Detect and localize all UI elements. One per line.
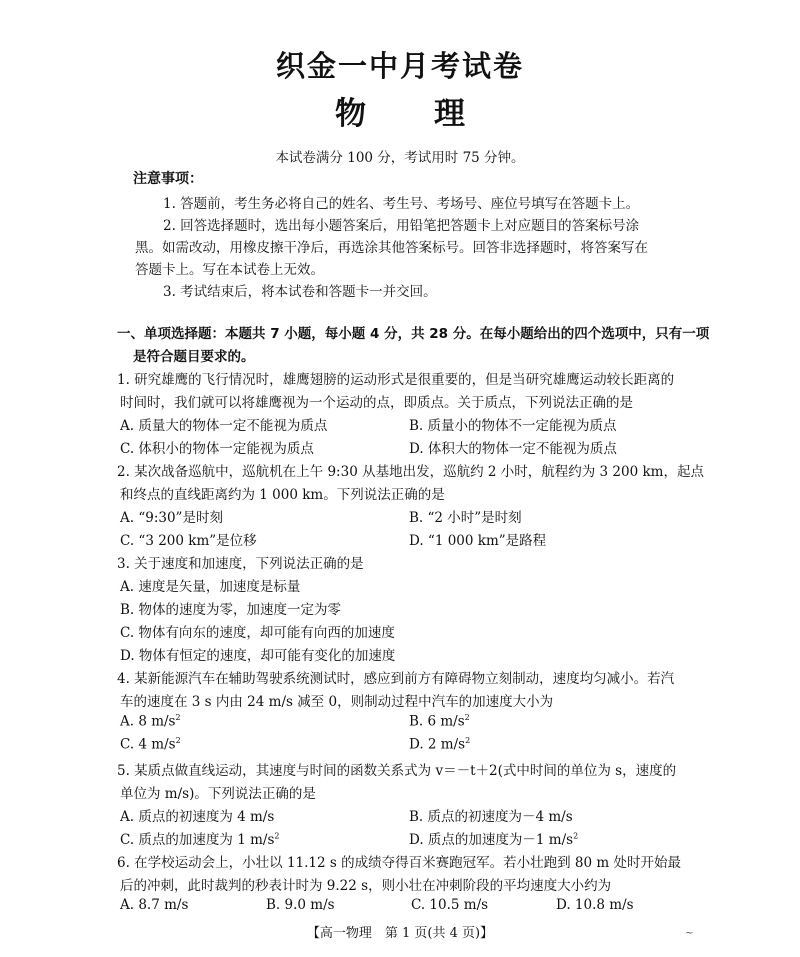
- q4-option-d-text: D. 2 m/s: [409, 736, 466, 753]
- q4-option-a: [120, 713, 181, 730]
- corner-mark: ~: [685, 928, 694, 939]
- q4-option-a-text: A. 8 m/s: [120, 713, 176, 730]
- notice-line: 2. 回答选择题时，选出每小题答案后，用铅笔把答题卡上对应题目的答案标号涂: [163, 218, 640, 234]
- section-heading-cont: 是符合题目要求的。: [133, 349, 255, 365]
- q6-option-b: B. 9.0 m/s: [266, 897, 335, 913]
- q4-option-c: [120, 736, 181, 753]
- question-6-text: 6. 在学校运动会上，小壮以 11.12 s 的成绩夺得百米赛跑冠军。若小壮跑到 80 m 处时开始最: [117, 855, 681, 871]
- q3-option-d: D. 物体有恒定的速度，却可能有变化的加速度: [120, 648, 396, 664]
- q5-option-d-text: D. 质点的加速度为－1 m/s: [409, 832, 574, 848]
- unit-exponent: 2: [464, 713, 470, 722]
- q3-option-c: C. 物体有向东的速度，却可能有向西的加速度: [120, 625, 395, 641]
- question-5-text-cont: 单位为 m/s)。下列说法正确的是: [120, 786, 316, 802]
- q4-option-c-text: C. 4 m/s: [120, 736, 176, 753]
- unit-exponent: 2: [274, 831, 280, 841]
- q1-option-b: B. 质量小的物体不一定能视为质点: [409, 418, 617, 434]
- q1-option-c: C. 体积小的物体一定能视为质点: [120, 441, 314, 457]
- question-1-text-cont: 时间时，我们就可以将雄鹰视为一个运动的点，即质点。关于质点，下列说法正确的是: [120, 395, 633, 411]
- q1-option-d: D. 体积大的物体一定不能视为质点: [409, 441, 617, 457]
- unit-exponent: 2: [573, 831, 579, 841]
- q5-option-d: [409, 828, 578, 848]
- exam-title: 织金一中月考试卷: [275, 49, 524, 83]
- q5-option-a: A. 质点的初速度为 4 m/s: [120, 809, 275, 825]
- q2-option-b: B. “2 小时”是时刻: [409, 510, 522, 526]
- page-footer: 【高一物理 第 1 页(共 4 页)】: [306, 926, 494, 941]
- q1-option-a: A. 质量大的物体一定不能视为质点: [120, 418, 328, 434]
- question-3-text: 3. 关于速度和加速度，下列说法正确的是: [117, 556, 364, 572]
- q6-option-c: C. 10.5 m/s: [411, 897, 489, 913]
- exam-info: 本试卷满分 100 分，考试用时 75 分钟。: [275, 150, 525, 166]
- notice-line: 黑。如需改动，用橡皮擦干净后，再选涂其他答案标号。回答非选择题时，将答案写在: [135, 240, 648, 256]
- unit-exponent: 2: [175, 736, 181, 745]
- question-4-text: 4. 某新能源汽车在辅助驾驶系统测试时，感应到前方有障碍物立刻制动，速度均匀减小。若汽: [117, 671, 675, 687]
- q2-option-d: D. “1 000 km”是路程: [409, 533, 547, 549]
- q4-option-b-text: B. 6 m/s: [409, 713, 465, 730]
- section-heading: 一、单项选择题：本题共 7 小题，每小题 4 分，共 28 分。在每小题给出的四个选项中，只有一项: [117, 326, 710, 342]
- notice-line: 3. 考试结束后，将本试卷和答题卡一并交回。: [163, 284, 437, 300]
- q3-option-a: A. 速度是矢量，加速度是标量: [120, 579, 301, 595]
- subject-char-1: 物: [335, 96, 366, 132]
- q2-option-a: A. “9:30”是时刻: [120, 510, 223, 526]
- q6-option-a: A. 8.7 m/s: [120, 897, 189, 913]
- q3-option-b: B. 物体的速度为零，加速度一定为零: [120, 602, 342, 618]
- question-5-text: 5. 某质点做直线运动，其速度与时间的函数关系式为 v＝－t＋2(式中时间的单位为 s，速度的: [117, 763, 677, 779]
- q6-option-d: D. 10.8 m/s: [556, 897, 634, 913]
- notice-title: 注意事项：: [133, 171, 203, 187]
- subject-char-2: 理: [434, 96, 465, 132]
- q4-option-b: [409, 713, 470, 730]
- notice-line: 1. 答题前，考生务必将自己的姓名、考生号、考场号、座位号填写在答题卡上。: [163, 196, 640, 212]
- q4-option-d: [409, 736, 470, 753]
- question-4-text-cont: 车的速度在 3 s 内由 24 m/s 减至 0，则制动过程中汽车的加速度大小为: [120, 694, 554, 710]
- question-6-text-cont: 后的冲刺，此时裁判的秒表计时为 9.22 s，则小壮在冲刺阶段的平均速度大小约为: [120, 878, 612, 894]
- question-2-text-cont: 和终点的直线距离约为 1 000 km。下列说法正确的是: [120, 487, 445, 503]
- q5-option-b: B. 质点的初速度为－4 m/s: [409, 809, 573, 825]
- question-2-text: 2. 某次战备巡航中，巡航机在上午 9:30 从基地出发，巡航约 2 小时，航程约为 3 200 km，起点: [117, 464, 704, 480]
- subject-title: [0, 88, 800, 133]
- unit-exponent: 2: [175, 713, 181, 722]
- question-1-text: 1. 研究雄鹰的飞行情况时，雄鹰翅膀的运动形式是很重要的，但是当研究雄鹰运动较长距离的: [117, 372, 675, 388]
- unit-exponent: 2: [465, 736, 471, 745]
- notice-line: 答题卡上。写在本试卷上无效。: [135, 262, 324, 278]
- q2-option-c: C. “3 200 km”是位移: [120, 533, 257, 549]
- q5-option-c: [120, 828, 279, 848]
- q5-option-c-text: C. 质点的加速度为 1 m/s: [120, 832, 275, 848]
